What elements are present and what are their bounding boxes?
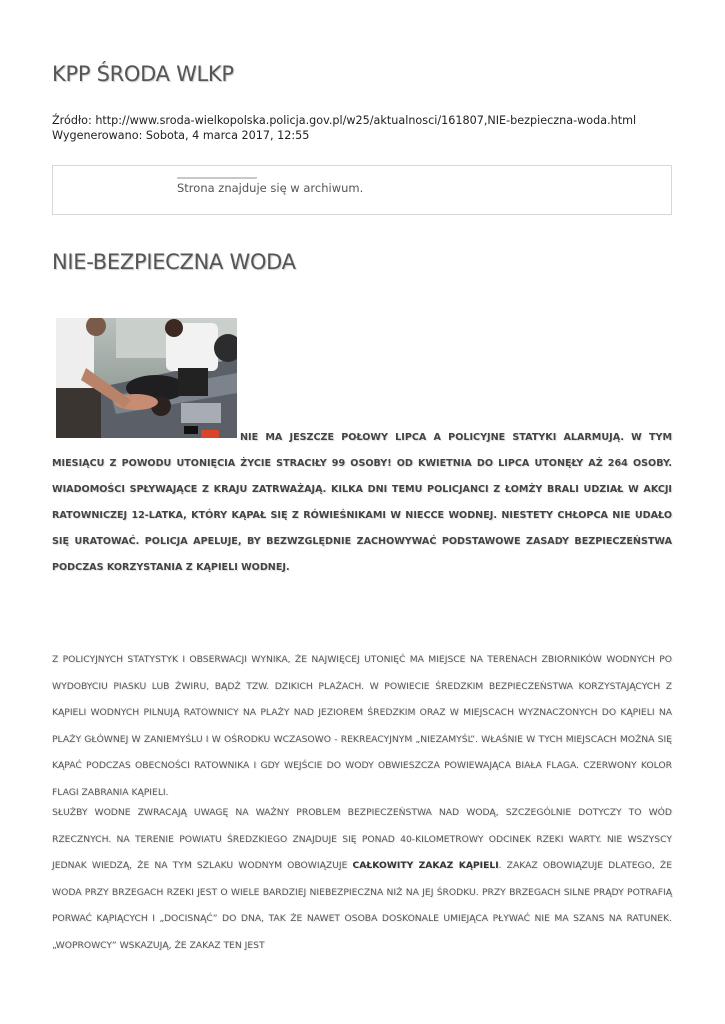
paragraph-text: . ZAKAZ OBOWIĄZUJE DLATEGO, ŻE WODA PRZY BRZEGACH RZEKI JEST O WIELE BARDZIEJ NIEBEZPIECZNA NIŻ NA JEJ ŚRODKU. PRZY BRZEGACH SILNE PRĄDY POTRAFIĄ PORWAĆ KĄPIĄCYCH I „DOCISNĄĆ” DO DNA, TAK ŻE NAWET OSOBA DOSKONALE UMIEJĄCA PŁYWAĆ NIE MA SZANS NA RATUNEK. „WOPROWCY” WSKAZUJĄ, ŻE ZAKAZ TEN JEST	[52, 860, 673, 951]
generated-date: Wygenerowano: Sobota, 4 marca 2017, 12:55	[52, 129, 310, 142]
bold-phrase: CAŁKOWITY ZAKAZ KĄPIELI	[352, 860, 499, 871]
article-title: NIE-BEZPIECZNA WODA	[52, 250, 296, 274]
source-url[interactable]: Źródło: http://www.sroda-wielkopolska.policja.gov.pl/w25/aktualnosci/161807,NIE-bezpieczna-woda.html	[52, 114, 637, 127]
article-paragraph	[52, 800, 672, 959]
site-title: KPP ŚRODA WLKP	[52, 62, 234, 86]
document-meta	[52, 113, 636, 143]
archive-notice: Strona znajduje się w archiwum.	[177, 181, 364, 195]
rescue-photo-image	[56, 318, 237, 438]
article-photo	[56, 318, 237, 438]
archive-notice-box	[52, 165, 672, 215]
article-lead: NIE MA JESZCZE POŁOWY LIPCA A POLICYJNE STATYKI ALARMUJĄ. W TYM MIESIĄCU Z POWODU UTONIĘCIA ŻYCIE STRACIŁY 99 OSOBY! OD KWIETNIA DO LIPCA UTONĘŁY AŻ 264 OSOBY. WIADOMOŚCI SPŁYWAJĄCE Z KRAJU ZATRWAŻAJĄ. KILKA DNI TEMU POLICJANCI Z ŁOMŻY BRALI UDZIAŁ W AKCJI RATOWNICZEJ 12-LATKA, KTÓRY KĄPAŁ SIĘ Z RÓWIEŚNIKAMI W NIECCE WODNEJ. NIESTETY CHŁOPCA NIE UDAŁO SIĘ URATOWAĆ. POLICJA APELUJE, BY BEZWZGLĘDNIE ZACHOWYWAĆ PODSTAWOWE ZASADY BEZPIECZEŃSTWA PODCZAS KORZYSTANIA Z KĄPIELI WODNEJ.	[52, 432, 672, 573]
article-paragraph: Z POLICYJNYCH STATYSTYK I OBSERWACJI WYNIKA, ŻE NAJWIĘCEJ UTONIĘĆ MA MIEJSCE NA TERENACH ZBIORNIKÓW WODNYCH PO WYDOBYCIU PIASKU LUB ŻWIRU, BĄDŹ TZW. DZIKICH PLAŻACH. W POWIECIE ŚREDZKIM BEZPIECZEŃSTWA KORZYSTAJĄCYCH Z KĄPIELI WODNYCH PILNUJĄ RATOWNICY NA PLAŻY NAD JEZIOREM ŚREDZKIM ORAZ W MIEJSCACH WYZNACZONYCH DO KĄPIELI NA PLAŻY GŁÓWNEJ W ZANIEMYŚLU I W OŚRODKU WCZASOWO - REKREACYJNYM „NIEZAMYŚL”. WŁAŚNIE W TYCH MIEJSCACH MOŻNA SIĘ KĄPAĆ PODCZAS OBECNOŚCI RATOWNIKA I GDY WEJŚCIE DO WODY OBWIESZCZA POWIEWAJĄCA BIAŁA FLAGA. CZERWONY KOLOR FLAGI ZABRANIA KĄPIELI.	[52, 654, 672, 798]
archive-divider	[177, 177, 257, 179]
paragraph-text: SŁUŻBY WODNE ZWRACAJĄ UWAGĘ NA WAŻNY PROBLEM BEZPIECZEŃSTWA NAD WODĄ, SZCZEGÓLNIE DOTYCZY TO WÓD RZECZNYCH. NA TERENIE POWIATU ŚREDZKIEGO ZNAJDUJE SIĘ PONAD 40-KILOMETROWY ODCINEK RZEKI WARTY. NIE WSZYSCY JEDNAK WIEDZĄ, ŻE NA TYM SZLAKU WODNYM OBOWIĄZUJE	[52, 807, 672, 871]
